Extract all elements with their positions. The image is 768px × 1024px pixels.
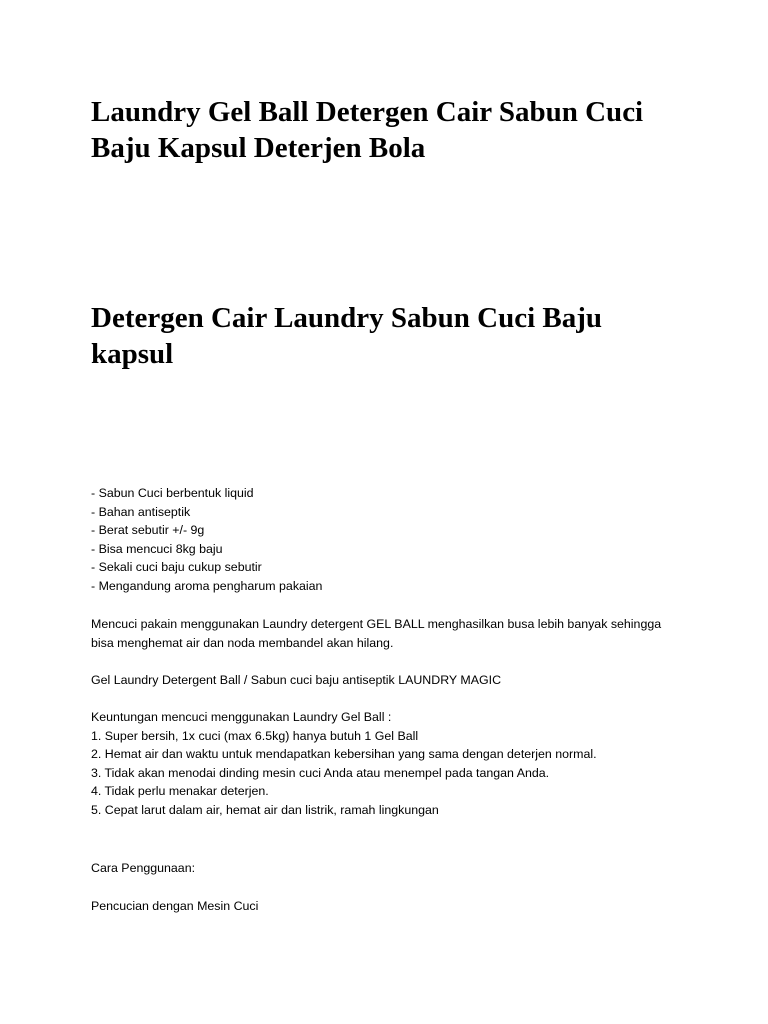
product-name: Gel Laundry Detergent Ball / Sabun cuci baju antiseptik LAUNDRY MAGIC <box>91 673 502 687</box>
benefit-item: 5. Cepat larut dalam air, hemat air dan listrik, ramah lingkungan <box>91 802 439 817</box>
feature-item: - Bisa mencuci 8kg baju <box>91 541 223 556</box>
usage-method: Pencucian dengan Mesin Cuci <box>91 899 259 913</box>
benefit-item: 3. Tidak akan menodai dinding mesin cuci Anda atau menempel pada tangan Anda. <box>91 765 550 780</box>
benefit-item: 2. Hemat air dan waktu untuk mendapatkan kebersihan yang sama dengan deterjen normal. <box>91 747 597 762</box>
usage-heading-paragraph <box>91 859 691 878</box>
intro-line: Mencuci pakain menggunakan Laundry detergent GEL BALL menghasilkan busa lebih banyak sehingga <box>91 617 662 631</box>
intro-paragraph <box>91 615 691 652</box>
intro-line: bisa menghemat air dan noda membandel akan hilang. <box>91 635 394 650</box>
feature-item: - Bahan antiseptik <box>91 504 191 519</box>
document-subtitle: Detergen Cair Laundry Sabun Cuci Baju kapsul <box>91 302 603 370</box>
benefit-item: 1. Super bersih, 1x cuci (max 6.5kg) hanya butuh 1 Gel Ball <box>91 728 419 743</box>
benefits-section <box>91 708 691 820</box>
benefits-heading: Keuntungan mencuci menggunakan Laundry Gel Ball : <box>91 710 392 724</box>
document-title: Laundry Gel Ball Detergen Cair Sabun Cuci Baju Kapsul Deterjen Bola <box>91 96 644 164</box>
product-name-paragraph <box>91 671 691 690</box>
benefit-item: 4. Tidak perlu menakar deterjen. <box>91 784 269 799</box>
usage-heading: Cara Penggunaan: <box>91 861 196 875</box>
feature-list <box>91 484 691 596</box>
feature-item: - Sabun Cuci berbentuk liquid <box>91 486 254 500</box>
feature-item: - Mengandung aroma pengharum pakaian <box>91 578 323 593</box>
feature-item: - Sekali cuci baju cukup sebutir <box>91 560 262 575</box>
feature-item: - Berat sebutir +/- 9g <box>91 523 205 538</box>
usage-method-paragraph <box>91 897 691 916</box>
